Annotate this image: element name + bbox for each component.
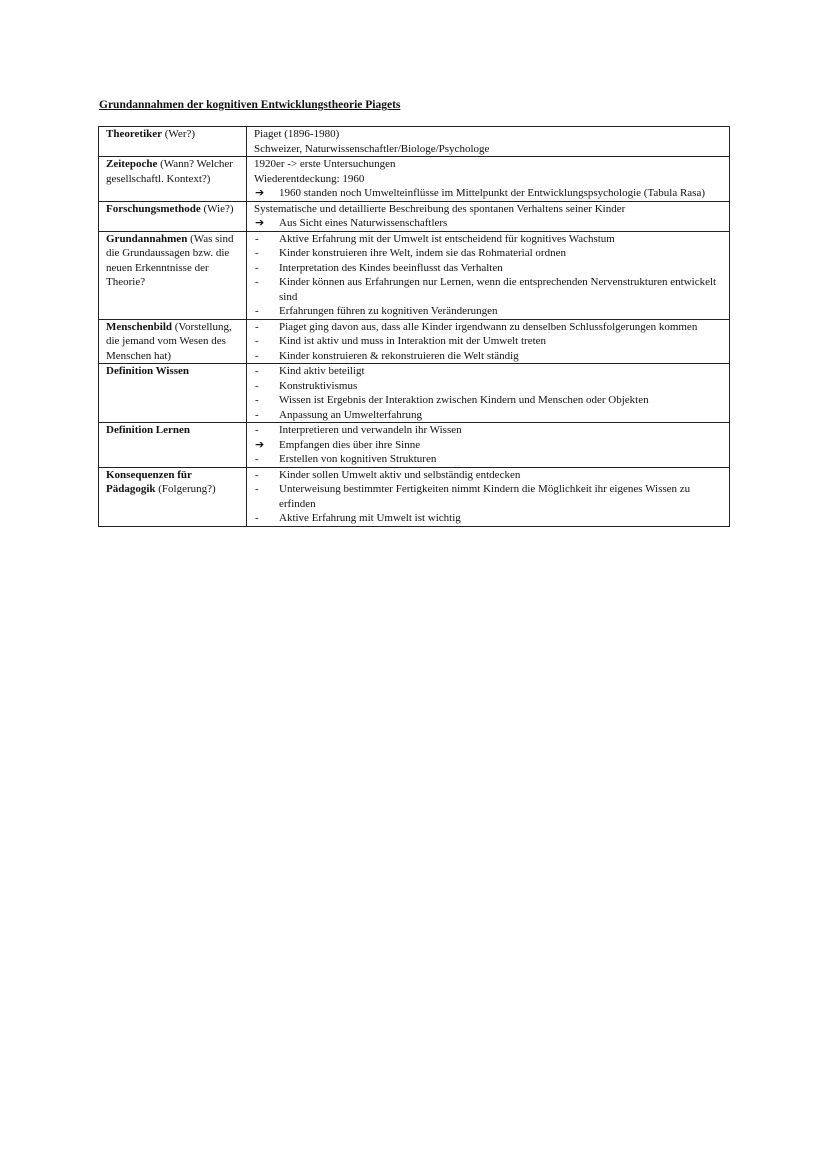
row-content-cell	[247, 467, 730, 526]
list-item	[254, 261, 723, 276]
list-item-text: Erstellen von kognitiven Strukturen	[279, 453, 437, 465]
row-label-rest: (Wer?)	[162, 128, 196, 140]
dash-bullet: -	[255, 305, 259, 317]
row-content-cell	[247, 157, 730, 202]
row-label-bold: Theoretiker	[106, 128, 163, 140]
list-item	[254, 482, 723, 511]
row-content-cell	[247, 231, 730, 319]
dash-bullet: -	[255, 247, 259, 259]
row-label-cell	[99, 127, 247, 157]
list-item-text: Kinder konstruieren ihre Welt, indem sie das Rohmaterial ordnen	[279, 247, 566, 259]
list-item-text: Piaget ging davon aus, dass alle Kinder irgendwann zu denselben Schlussfolgerungen kommen	[279, 320, 698, 333]
list-item	[254, 468, 723, 483]
dash-bullet: -	[255, 379, 259, 392]
page-title: Grundannahmen der kognitiven Entwicklungstheorie Piagets	[99, 99, 401, 111]
list-item-text: Kinder konstruieren & rekonstruieren die Welt ständig	[279, 349, 519, 362]
dash-bullet: -	[255, 453, 259, 465]
row-label-rest: (Wie?)	[200, 202, 234, 215]
list-item	[254, 320, 723, 335]
row-label-cell	[99, 157, 247, 202]
content-line: Piaget (1896-1980)	[254, 128, 340, 140]
row-content-cell	[247, 201, 730, 231]
list-item	[254, 423, 723, 438]
row-label-bold: Definition Wissen	[106, 365, 190, 377]
row-label-bold: Grundannahmen	[106, 232, 188, 245]
list-item-text: Aus Sicht eines Naturwissenschaftlers	[279, 217, 448, 229]
list-item	[254, 408, 723, 423]
table-row	[99, 467, 730, 526]
list-item	[254, 438, 723, 453]
row-label-cell	[99, 201, 247, 231]
theory-table	[98, 126, 730, 527]
list-item-text: Kind ist aktiv und muss in Interaktion mit der Umwelt treten	[279, 335, 547, 347]
row-content-cell	[247, 127, 730, 157]
table-row	[99, 127, 730, 157]
list-item	[254, 186, 723, 201]
list-item	[254, 379, 723, 394]
row-label-bold: Zeitepoche	[106, 158, 158, 170]
dash-bullet: -	[255, 320, 259, 333]
list-item	[254, 246, 723, 261]
list-item	[254, 216, 723, 231]
table-row	[99, 319, 730, 364]
list-item-text: Interpretation des Kindes beeinflusst das Verhalten	[279, 261, 503, 274]
dash-bullet: -	[255, 408, 259, 421]
list-item-text: Konstruktivismus	[279, 379, 358, 392]
table-row	[99, 364, 730, 423]
row-label-bold: Konsequenzen für Pädagogik	[106, 468, 192, 495]
dash-bullet: -	[255, 394, 259, 406]
table-row	[99, 157, 730, 202]
row-label-cell	[99, 364, 247, 423]
content-line: 1920er -> erste Untersuchungen	[254, 158, 396, 170]
list-item	[254, 304, 723, 319]
dash-bullet: -	[255, 276, 259, 288]
row-label-rest: (Folgerung?)	[155, 483, 216, 495]
dash-bullet: -	[255, 335, 259, 347]
row-content-cell	[247, 423, 730, 468]
row-label-cell	[99, 423, 247, 468]
row-content-cell	[247, 319, 730, 364]
table-body	[99, 127, 730, 527]
list-item-text: Kinder können aus Erfahrungen nur Lernen, wenn die entsprechenden Nervenstrukturen entwickelt sind	[279, 276, 717, 303]
row-label-rest: (Was sind die Grundaussagen bzw. die neuen Erkenntnisse der Theorie?	[106, 232, 234, 288]
arrow-right-icon: ➔	[255, 216, 265, 229]
arrow-right-icon: ➔	[255, 437, 265, 451]
row-label-cell	[99, 231, 247, 319]
table-row	[99, 423, 730, 468]
row-label-cell	[99, 467, 247, 526]
dash-bullet: -	[255, 424, 259, 436]
list-item	[254, 275, 723, 304]
dash-bullet: -	[255, 468, 259, 481]
list-item-text: Anpassung an Umwelterfahrung	[279, 408, 422, 421]
row-content-cell	[247, 364, 730, 423]
dash-bullet: -	[255, 261, 259, 274]
list-item	[254, 364, 723, 379]
dash-bullet: -	[255, 512, 259, 524]
row-label-rest: (Wann? Welcher gesellschaftl. Kontext?)	[106, 158, 233, 185]
dash-bullet: -	[255, 483, 259, 495]
table-row	[99, 201, 730, 231]
list-item-text: Interpretieren und verwandeln ihr Wissen	[279, 424, 462, 436]
list-item-text: Aktive Erfahrung mit Umwelt ist wichtig	[279, 512, 461, 524]
list-item-text: Aktive Erfahrung mit der Umwelt ist entscheidend für kognitives Wachstum	[279, 232, 615, 245]
dash-bullet: -	[255, 365, 259, 377]
list-item-text: Kinder sollen Umwelt aktiv und selbständig entdecken	[279, 468, 521, 481]
row-label-cell	[99, 319, 247, 364]
dash-bullet: -	[255, 349, 259, 362]
list-item	[254, 334, 723, 349]
row-label-bold: Forschungsmethode	[106, 202, 201, 215]
list-item-text: 1960 standen noch Umwelteinflüsse im Mittelpunkt der Entwicklungspsychologie (Tabula Rasa)	[279, 187, 706, 199]
list-item-text: Erfahrungen führen zu kognitiven Veränderungen	[279, 305, 498, 317]
dash-bullet: -	[255, 232, 259, 245]
list-item	[254, 349, 723, 364]
list-item	[254, 393, 723, 408]
list-item	[254, 452, 723, 467]
list-item-text: Unterweisung bestimmter Fertigkeiten nimmt Kindern die Möglichkeit ihr eigenes Wissen zu erfinden	[279, 483, 691, 510]
list-item	[254, 511, 723, 526]
row-label-rest: (Vorstellung, die jemand vom Wesen des Menschen hat)	[106, 320, 232, 362]
content-line: Systematische und detaillierte Beschreibung des spontanen Verhaltens seiner Kinder	[254, 202, 626, 215]
list-item-text: Kind aktiv beteiligt	[279, 365, 365, 377]
row-label-bold: Definition Lernen	[106, 424, 191, 436]
row-label-bold: Menschenbild	[106, 320, 173, 333]
list-item	[254, 232, 723, 247]
table-row	[99, 231, 730, 319]
list-item-text: Wissen ist Ergebnis der Interaktion zwischen Kindern und Menschen oder Objekten	[279, 394, 649, 406]
content-line: Wiederentdeckung: 1960	[254, 172, 365, 185]
list-item-text: Empfangen dies über ihre Sinne	[279, 438, 421, 451]
content-line: Schweizer, Naturwissenschaftler/Biologe/Psychologe	[254, 142, 490, 155]
arrow-right-icon: ➔	[255, 186, 265, 199]
